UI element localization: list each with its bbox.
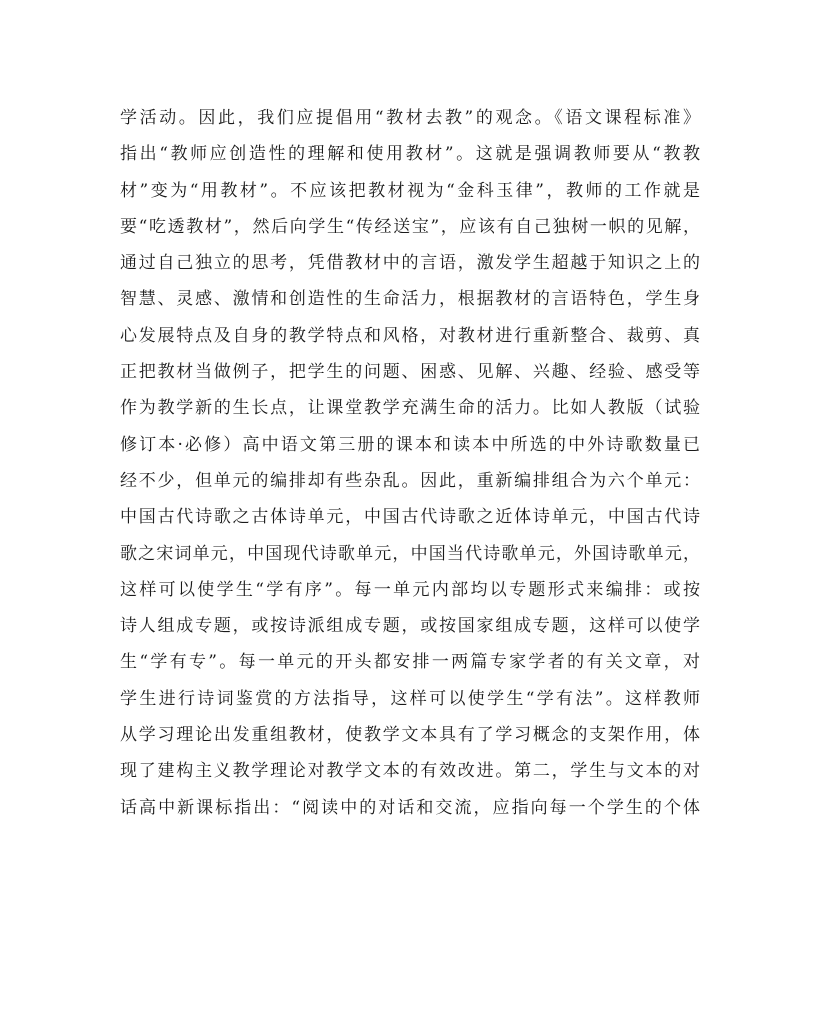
text-line: 智慧、灵感、激情和创造性的生命活力，根据教材的言语特色，学生身 [120,289,700,310]
text-line: 要“吃透教材”，然后向学生“传经送宝”，应该有自己独树一帜的见解， [120,216,700,237]
text-line: 现了建构主义教学理论对教学文本的有效改进。第二，学生与文本的对 [120,761,700,782]
text-line: 话高中新课标指出：“阅读中的对话和交流，应指向每一个学生的个体 [120,797,700,818]
text-line: 学生进行诗词鉴赏的方法指导，这样可以使学生“学有法”。这样教师 [120,688,700,709]
text-line: 指出“教师应创造性的理解和使用教材”。这就是强调教师要从“教教 [120,144,700,165]
text-line: 中国古代诗歌之古体诗单元，中国古代诗歌之近体诗单元，中国古代诗 [120,507,700,528]
text-line: 作为教学新的生长点，让课堂教学充满生命的活力。比如人教版（试验 [120,398,700,419]
text-line: 歌之宋词单元，中国现代诗歌单元，中国当代诗歌单元，外国诗歌单元， [120,543,700,564]
text-line: 正把教材当做例子，把学生的问题、困惑、见解、兴趣、经验、感受等 [120,362,700,383]
body-paragraph [120,100,700,826]
text-line: 这样可以使学生“学有序”。每一单元内部均以专题形式来编排：或按 [120,579,700,600]
text-line: 学活动。因此，我们应提倡用“教材去教”的观念。《语文课程标准》 [120,108,700,128]
text-line: 经不少，但单元的编排却有些杂乱。因此，重新编排组合为六个单元： [120,470,700,491]
text-line: 从学习理论出发重组教材，使教学文本具有了学习概念的支架作用，体 [120,725,700,746]
text-line: 诗人组成专题，或按诗派组成专题，或按国家组成专题，这样可以使学 [120,616,700,637]
text-line: 材”变为“用教材”。不应该把教材视为“金科玉律”，教师的工作就是 [120,180,700,201]
text-line: 生“学有专”。每一单元的开头都安排一两篇专家学者的有关文章，对 [120,652,700,673]
text-line: 通过自己独立的思考，凭借教材中的言语，激发学生超越于知识之上的 [120,253,700,274]
text-line: 修订本·必修）高中语文第三册的课本和读本中所选的中外诗歌数量已 [120,434,700,455]
text-line: 心发展特点及自身的教学特点和风格，对教材进行重新整合、裁剪、真 [120,325,700,346]
